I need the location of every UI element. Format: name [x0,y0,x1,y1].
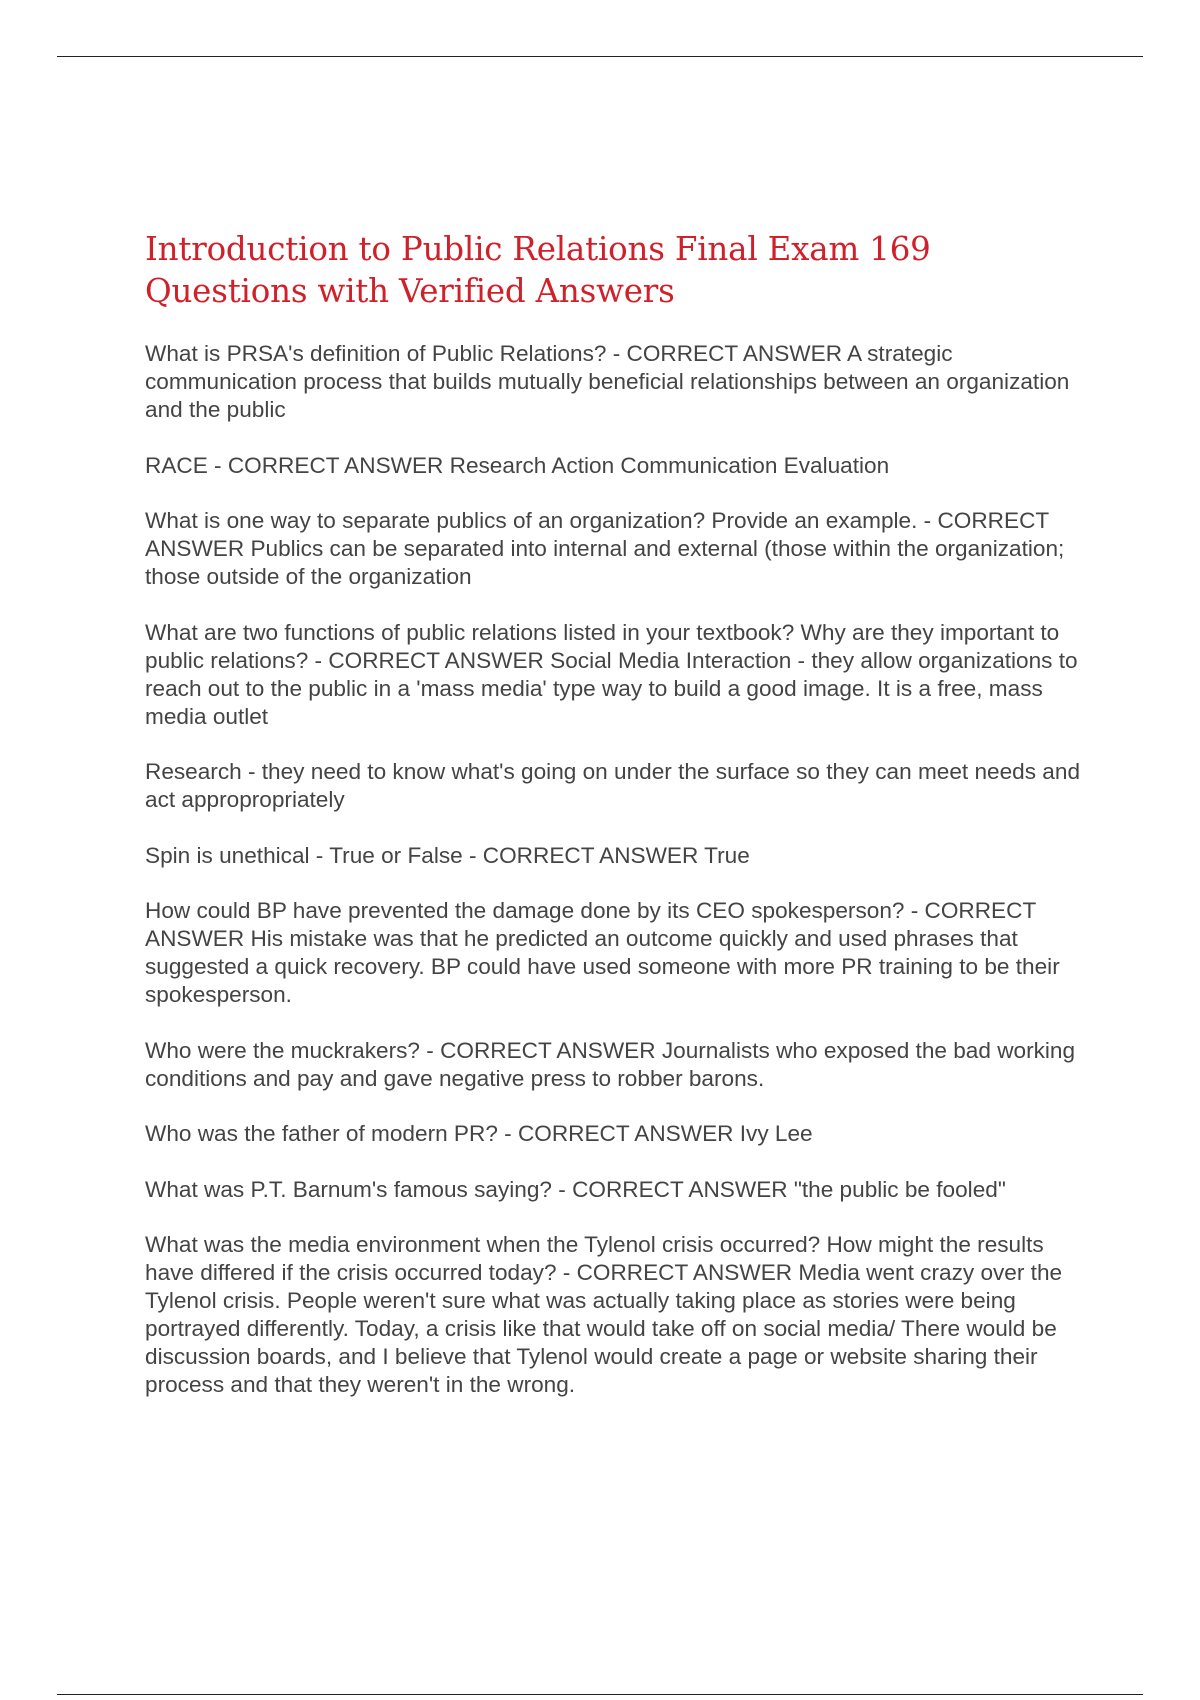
qa-list [145,340,1090,1427]
qa-item: What is PRSA's definition of Public Relations? - CORRECT ANSWER A strategic communication process that builds mutually beneficial relationships between an organization and the public [145,341,1070,422]
qa-item: What was the media environment when the Tylenol crisis occurred? How might the results have differed if the crisis occurred today? - CORRECT ANSWER Media went crazy over the Tylenol crisis. People weren't sure what was actually taking place as stories were being portrayed differently. Today, a crisis like that would take off on social media/ There would be discussion boards, and I believe that Tylenol would create a page or website sharing their process and that they weren't in the wrong. [145,1232,1063,1397]
bottom-rule [57,1694,1143,1695]
qa-item: What is one way to separate publics of an organization? Provide an example. - CORRECT ANSWER Publics can be separated into internal and external (those within the organization; those outside of the organization [145,508,1065,589]
qa-item: Research - they need to know what's going on under the surface so they can meet needs and act appropropriately [145,759,1081,812]
document-title: Introduction to Public Relations Final Exam 169 Questions with Verified Answers [145,230,931,310]
qa-item: How could BP have prevented the damage done by its CEO spokesperson? - CORRECT ANSWER His mistake was that he predicted an outcome quickly and used phrases that suggested a quick recovery. BP could have used someone with more PR training to be their spokesperson. [145,898,1060,1007]
qa-item: Spin is unethical - True or False - CORRECT ANSWER True [145,842,750,868]
qa-item: What was P.T. Barnum's famous saying? - CORRECT ANSWER "the public be fooled" [145,1176,1006,1202]
qa-item: What are two functions of public relations listed in your textbook? Why are they important to public relations? - CORRECT ANSWER Social Media Interaction - they allow organizations to reach out to the public in a 'mass media' type way to build a good image. It is a free, mass media outlet [145,619,1078,729]
top-rule [57,56,1143,57]
qa-item: Who were the muckrakers? - CORRECT ANSWER Journalists who exposed the bad working conditions and pay and gave negative press to robber barons. [145,1037,1076,1091]
qa-item: RACE - CORRECT ANSWER Research Action Communication Evaluation [145,452,890,478]
qa-item: Who was the father of modern PR? - CORRECT ANSWER Ivy Lee [145,1121,813,1146]
